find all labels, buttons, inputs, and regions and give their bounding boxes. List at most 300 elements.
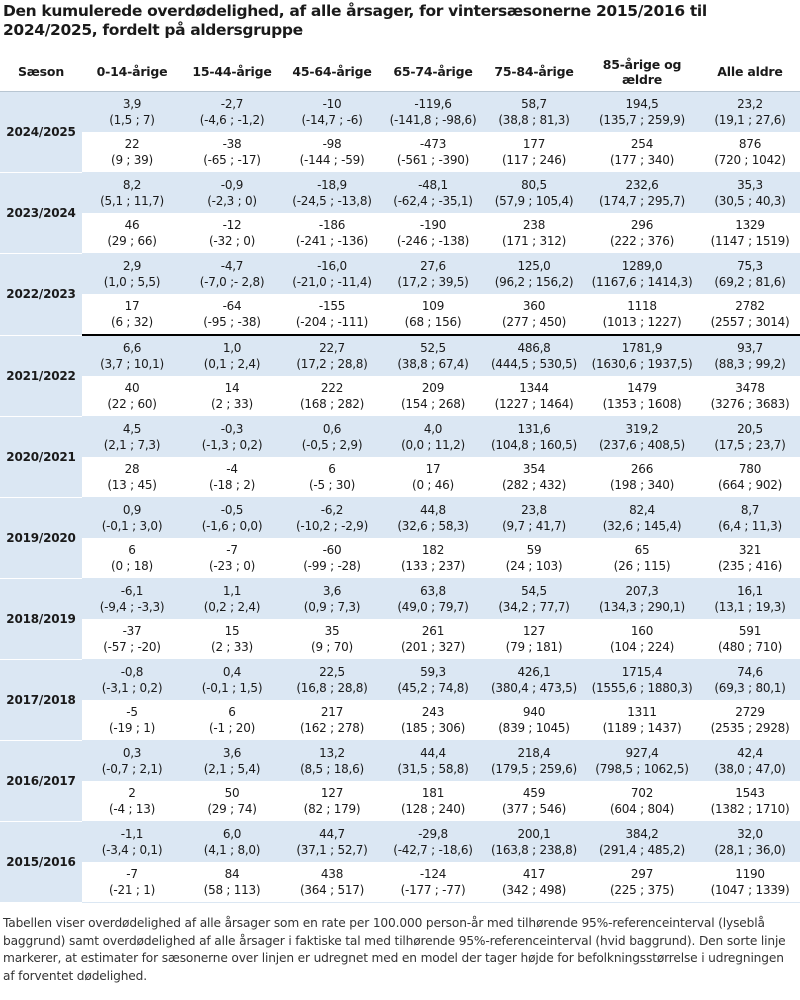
count-estimate: -4 [226, 461, 238, 476]
column-header-75-84: 75-84-årige [484, 52, 584, 92]
rate-estimate: 6,0 [222, 826, 242, 841]
rate-reference-interval: (444,5 ; 530,5) [491, 357, 577, 371]
rate-reference-interval: (1,5 ; 7) [109, 113, 155, 127]
count-estimate: 2729 [735, 704, 765, 719]
count-reference-interval: (-561 ; -390) [396, 153, 470, 167]
table-cell [182, 335, 282, 376]
rate-estimate: 1289,0 [621, 258, 663, 273]
count-estimate: 1479 [627, 380, 657, 395]
rate-estimate: 54,5 [521, 583, 547, 598]
count-reference-interval: (82 ; 179) [303, 802, 361, 816]
column-header-65-74: 65-74-årige [382, 52, 484, 92]
rate-estimate: 35,3 [737, 177, 763, 192]
count-estimate: 360 [522, 298, 546, 313]
table-cell [484, 92, 584, 133]
rate-estimate: -0,3 [220, 421, 244, 436]
rate-reference-interval: (38,8 ; 67,4) [397, 357, 469, 371]
count-estimate: -5 [126, 704, 138, 719]
rate-estimate: 194,5 [625, 96, 659, 111]
rate-reference-interval: (-2,3 ; 0) [207, 194, 257, 208]
rate-estimate: -10 [322, 96, 342, 111]
count-reference-interval: (720 ; 1042) [714, 153, 786, 167]
table-cell [282, 700, 382, 741]
count-reference-interval: (177 ; 340) [609, 153, 675, 167]
count-reference-interval: (3276 ; 3683) [710, 397, 790, 411]
rate-reference-interval: (-10,2 ; -2,9) [296, 519, 368, 533]
table-cell [182, 660, 282, 701]
count-estimate: 217 [320, 704, 344, 719]
table-cell [700, 822, 800, 863]
rate-estimate: -2,7 [220, 96, 244, 111]
table-cell [584, 254, 700, 295]
table-cell [182, 173, 282, 214]
count-estimate: 321 [738, 542, 762, 557]
count-reference-interval: (9 ; 39) [111, 153, 153, 167]
count-estimate: 14 [224, 380, 240, 395]
rate-reference-interval: (28,1 ; 36,0) [714, 843, 786, 857]
rate-estimate: -18,9 [317, 177, 347, 192]
count-estimate: -473 [419, 136, 447, 151]
count-estimate: 1344 [519, 380, 549, 395]
table-cell [700, 294, 800, 335]
table-cell [382, 376, 484, 417]
rate-estimate: 927,4 [625, 745, 659, 760]
table-cell [82, 132, 182, 173]
season-label: 2019/2020 [0, 498, 82, 579]
rate-reference-interval: (1630,6 ; 1937,5) [591, 357, 693, 371]
count-estimate: 59 [526, 542, 542, 557]
rate-estimate: 52,5 [420, 340, 446, 355]
count-reference-interval: (-5 ; 30) [308, 478, 356, 492]
count-reference-interval: (104 ; 224) [609, 640, 675, 654]
rate-reference-interval: (-0,1 ; 1,5) [201, 681, 263, 695]
rate-reference-interval: (88,3 ; 99,2) [714, 357, 786, 371]
table-cell [282, 498, 382, 539]
table-cell [484, 822, 584, 863]
rate-estimate: 13,2 [319, 745, 345, 760]
table-cell [484, 457, 584, 498]
rate-reference-interval: (179,5 ; 259,6) [491, 762, 577, 776]
rate-reference-interval: (0,0 ; 11,2) [401, 438, 465, 452]
table-row-count [0, 538, 800, 579]
table-cell [382, 700, 484, 741]
count-estimate: 127 [320, 785, 344, 800]
table-cell [584, 498, 700, 539]
table-row-rate [0, 741, 800, 782]
table-cell [382, 741, 484, 782]
table-cell [700, 862, 800, 903]
table-cell [182, 741, 282, 782]
table-cell [182, 213, 282, 254]
rate-reference-interval: (134,3 ; 290,1) [599, 600, 685, 614]
count-reference-interval: (480 ; 710) [717, 640, 783, 654]
count-estimate: 780 [738, 461, 762, 476]
count-reference-interval: (-241 ; -136) [295, 234, 369, 248]
rate-estimate: 200,1 [517, 826, 551, 841]
table-cell [700, 254, 800, 295]
rate-estimate: 8,2 [122, 177, 142, 192]
count-reference-interval: (-204 ; -111) [295, 315, 369, 329]
count-reference-interval: (-21 ; 1) [108, 883, 156, 897]
rate-reference-interval: (69,2 ; 81,6) [714, 275, 786, 289]
table-row-rate [0, 92, 800, 133]
table-cell [82, 579, 182, 620]
table-cell [584, 822, 700, 863]
rate-estimate: 23,8 [521, 502, 547, 517]
rate-estimate: 6,6 [122, 340, 142, 355]
table-cell [82, 538, 182, 579]
count-estimate: 243 [421, 704, 445, 719]
rate-reference-interval: (13,1 ; 19,3) [714, 600, 786, 614]
rate-reference-interval: (32,6 ; 145,4) [602, 519, 682, 533]
table-cell [484, 700, 584, 741]
rate-estimate: 22,7 [319, 340, 345, 355]
count-reference-interval: (26 ; 115) [613, 559, 671, 573]
table-cell [382, 660, 484, 701]
rate-reference-interval: (1,0 ; 5,5) [103, 275, 161, 289]
rate-reference-interval: (174,7 ; 295,7) [599, 194, 685, 208]
rate-reference-interval: (-141,8 ; -98,6) [389, 113, 477, 127]
rate-estimate: -1,1 [120, 826, 144, 841]
count-reference-interval: (377 ; 546) [501, 802, 567, 816]
count-estimate: 6 [228, 704, 236, 719]
rate-estimate: -0,5 [220, 502, 244, 517]
rate-estimate: 27,6 [420, 258, 446, 273]
table-cell [700, 92, 800, 133]
count-reference-interval: (1227 ; 1464) [494, 397, 574, 411]
rate-reference-interval: (-21,0 ; -11,4) [292, 275, 372, 289]
footnote: Tabellen viser overdødelighed af alle årsager som en rate per 100.000 person-år med tilhørende 95%-referenceinterval (lyseblå baggrund) samt overdødelighed af alle årsager i faktiske tal med tilhørende 95%-referenceinterval (hvid baggrund). Den sorte linje markerer, at estimater for sæsonerne over linjen er udregnet med en model der tager højde for befolkningsstørrelse i udregningen af forventet dødelighed. [3, 916, 786, 983]
table-row-rate [0, 822, 800, 863]
column-header-15-44: 15-44-årige [182, 52, 282, 92]
rate-reference-interval: (-0,7 ; 2,1) [101, 762, 163, 776]
count-reference-interval: (-246 ; -138) [396, 234, 470, 248]
count-estimate: 6 [128, 542, 136, 557]
rate-reference-interval: (-3,4 ; 0,1) [101, 843, 163, 857]
rate-estimate: 486,8 [517, 340, 551, 355]
count-estimate: -38 [222, 136, 242, 151]
count-estimate: 438 [320, 866, 344, 881]
table-cell [282, 457, 382, 498]
table-cell [82, 254, 182, 295]
count-reference-interval: (171 ; 312) [501, 234, 567, 248]
count-estimate: 17 [124, 298, 140, 313]
rate-estimate: -0,9 [220, 177, 244, 192]
count-estimate: 297 [630, 866, 654, 881]
table-cell [484, 538, 584, 579]
rate-estimate: -119,6 [414, 96, 452, 111]
table-cell [182, 822, 282, 863]
count-reference-interval: (-18 ; 2) [208, 478, 256, 492]
count-estimate: -98 [322, 136, 342, 151]
count-reference-interval: (29 ; 74) [207, 802, 257, 816]
count-reference-interval: (-144 ; -59) [299, 153, 365, 167]
count-reference-interval: (162 ; 278) [299, 721, 365, 735]
rate-reference-interval: (57,9 ; 105,4) [494, 194, 574, 208]
table-cell [584, 781, 700, 822]
count-reference-interval: (1013 ; 1227) [602, 315, 682, 329]
rate-reference-interval: (104,8 ; 160,5) [491, 438, 577, 452]
table-cell [484, 498, 584, 539]
season-label: 2020/2021 [0, 417, 82, 498]
rate-reference-interval: (-1,6 ; 0,0) [201, 519, 263, 533]
rate-estimate: 8,7 [740, 502, 760, 517]
count-reference-interval: (364 ; 517) [299, 883, 365, 897]
table-cell [282, 294, 382, 335]
count-reference-interval: (13 ; 45) [107, 478, 157, 492]
count-reference-interval: (154 ; 268) [400, 397, 466, 411]
count-estimate: 127 [522, 623, 546, 638]
header-row [0, 52, 800, 92]
table-cell [382, 862, 484, 903]
table-cell [82, 498, 182, 539]
rate-estimate: 384,2 [625, 826, 659, 841]
table-cell [382, 538, 484, 579]
rate-estimate: 44,4 [420, 745, 446, 760]
table-cell [382, 457, 484, 498]
count-reference-interval: (-95 ; -38) [203, 315, 261, 329]
table-cell [282, 173, 382, 214]
count-reference-interval: (185 ; 306) [400, 721, 466, 735]
table-row-count [0, 294, 800, 335]
table-cell [382, 417, 484, 458]
rate-estimate: 42,4 [737, 745, 763, 760]
table-row-rate [0, 335, 800, 376]
table-cell [282, 213, 382, 254]
rate-reference-interval: (-1,3 ; 0,2) [201, 438, 263, 452]
count-estimate: -37 [122, 623, 142, 638]
table-cell [584, 132, 700, 173]
rate-estimate: -48,1 [418, 177, 448, 192]
count-estimate: 35 [324, 623, 340, 638]
table-row-count [0, 376, 800, 417]
table-cell [182, 619, 282, 660]
table-cell [282, 376, 382, 417]
rate-estimate: 1715,4 [621, 664, 663, 679]
table-cell [182, 132, 282, 173]
rate-estimate: 4,0 [423, 421, 443, 436]
table-cell [182, 579, 282, 620]
rate-reference-interval: (380,4 ; 473,5) [491, 681, 577, 695]
count-reference-interval: (342 ; 498) [501, 883, 567, 897]
table-cell [182, 457, 282, 498]
table-cell [82, 700, 182, 741]
count-estimate: 160 [630, 623, 654, 638]
rate-estimate: -29,8 [418, 826, 448, 841]
count-estimate: 181 [421, 785, 445, 800]
table-cell [700, 457, 800, 498]
rate-estimate: -4,7 [220, 258, 244, 273]
count-estimate: 261 [421, 623, 445, 638]
table-cell [484, 579, 584, 620]
table-cell [700, 619, 800, 660]
table-cell [182, 498, 282, 539]
table-cell [82, 822, 182, 863]
rate-estimate: 82,4 [629, 502, 655, 517]
rate-reference-interval: (19,1 ; 27,6) [714, 113, 786, 127]
table-cell [700, 741, 800, 782]
season-label: 2016/2017 [0, 741, 82, 822]
count-estimate: 15 [224, 623, 240, 638]
table-cell [382, 335, 484, 376]
table-cell [700, 132, 800, 173]
count-reference-interval: (0 ; 46) [412, 478, 454, 492]
table-cell [584, 92, 700, 133]
count-estimate: 6 [328, 461, 336, 476]
rate-estimate: 23,2 [737, 96, 763, 111]
count-estimate: 1543 [735, 785, 765, 800]
table-row-rate [0, 173, 800, 214]
table-cell [182, 700, 282, 741]
count-reference-interval: (-177 ; -77) [400, 883, 466, 897]
count-estimate: 22 [124, 136, 140, 151]
table-row-count [0, 132, 800, 173]
table-cell [700, 173, 800, 214]
rate-estimate: 93,7 [737, 340, 763, 355]
rate-estimate: -0,8 [120, 664, 144, 679]
rate-reference-interval: (-3,1 ; 0,2) [101, 681, 163, 695]
table-row-count [0, 619, 800, 660]
table-cell [484, 862, 584, 903]
count-estimate: 296 [630, 217, 654, 232]
season-label: 2017/2018 [0, 660, 82, 741]
count-reference-interval: (168 ; 282) [299, 397, 365, 411]
rate-reference-interval: (4,1 ; 8,0) [203, 843, 261, 857]
rate-estimate: 16,1 [737, 583, 763, 598]
rate-estimate: 3,6 [322, 583, 342, 598]
table-body [0, 92, 800, 903]
count-estimate: 50 [224, 785, 240, 800]
rate-estimate: 4,5 [122, 421, 142, 436]
table-cell [282, 660, 382, 701]
rate-reference-interval: (1555,6 ; 1880,3) [591, 681, 693, 695]
rate-estimate: 1781,9 [621, 340, 663, 355]
rate-estimate: 232,6 [625, 177, 659, 192]
table-cell [584, 741, 700, 782]
season-label: 2018/2019 [0, 579, 82, 660]
count-estimate: -190 [419, 217, 447, 232]
rate-reference-interval: (1167,6 ; 1414,3) [591, 275, 693, 289]
table-cell [484, 173, 584, 214]
table-row-count [0, 862, 800, 903]
table-cell [182, 862, 282, 903]
rate-estimate: 319,2 [625, 421, 659, 436]
count-estimate: 177 [522, 136, 546, 151]
rate-reference-interval: (3,7 ; 10,1) [100, 357, 164, 371]
table-row-count [0, 213, 800, 254]
rate-reference-interval: (163,8 ; 238,8) [491, 843, 577, 857]
rate-reference-interval: (32,6 ; 58,3) [397, 519, 469, 533]
count-estimate: 109 [421, 298, 445, 313]
table-cell [584, 213, 700, 254]
count-estimate: 40 [124, 380, 140, 395]
table-cell [700, 579, 800, 620]
table-cell [82, 660, 182, 701]
count-reference-interval: (664 ; 902) [717, 478, 783, 492]
count-reference-interval: (-1 ; 20) [208, 721, 256, 735]
count-reference-interval: (-19 ; 1) [108, 721, 156, 735]
table-cell [484, 132, 584, 173]
table-cell [700, 538, 800, 579]
rate-reference-interval: (5,1 ; 11,7) [100, 194, 164, 208]
rate-estimate: 0,9 [122, 502, 142, 517]
rate-reference-interval: (291,4 ; 485,2) [599, 843, 685, 857]
table-row-rate [0, 254, 800, 295]
table-cell [584, 579, 700, 620]
rate-estimate: 218,4 [517, 745, 551, 760]
rate-reference-interval: (798,5 ; 1062,5) [595, 762, 689, 776]
count-reference-interval: (24 ; 103) [505, 559, 563, 573]
rate-estimate: 0,3 [122, 745, 142, 760]
excess-mortality-table [0, 52, 800, 903]
count-estimate: 209 [421, 380, 445, 395]
table-title: Den kumulerede overdødelighed, af alle årsager, for vintersæsonerne 2015/2016 til 2024/2025, fordelt på aldersgruppe [3, 2, 707, 39]
rate-reference-interval: (96,2 ; 156,2) [494, 275, 574, 289]
table-cell [282, 741, 382, 782]
table-cell [282, 862, 382, 903]
table-cell [584, 376, 700, 417]
count-estimate: 2782 [735, 298, 765, 313]
rate-estimate: 59,3 [420, 664, 446, 679]
table-cell [584, 660, 700, 701]
count-reference-interval: (-57 ; -20) [103, 640, 161, 654]
count-reference-interval: (2557 ; 3014) [710, 315, 790, 329]
rate-reference-interval: (45,2 ; 74,8) [397, 681, 469, 695]
count-estimate: 222 [320, 380, 344, 395]
count-estimate: 1118 [627, 298, 657, 313]
season-label: 2022/2023 [0, 254, 82, 336]
table-cell [382, 822, 484, 863]
table-cell [700, 781, 800, 822]
rate-estimate: 44,8 [420, 502, 446, 517]
table-cell [82, 417, 182, 458]
count-estimate: 46 [124, 217, 140, 232]
table-cell [382, 294, 484, 335]
count-reference-interval: (201 ; 327) [400, 640, 466, 654]
count-reference-interval: (128 ; 240) [400, 802, 466, 816]
rate-reference-interval: (-4,6 ; -1,2) [199, 113, 265, 127]
rate-estimate: 22,5 [319, 664, 345, 679]
count-estimate: 17 [425, 461, 441, 476]
count-estimate: 940 [522, 704, 546, 719]
count-reference-interval: (1353 ; 1608) [602, 397, 682, 411]
count-estimate: 702 [630, 785, 654, 800]
table-cell [282, 538, 382, 579]
table-cell [382, 619, 484, 660]
column-header-45-64: 45-64-årige [282, 52, 382, 92]
count-reference-interval: (58 ; 113) [203, 883, 261, 897]
table-cell [484, 660, 584, 701]
rate-estimate: -6,2 [320, 502, 344, 517]
rate-estimate: 426,1 [517, 664, 551, 679]
rate-reference-interval: (6,4 ; 11,3) [718, 519, 782, 533]
table-cell [182, 417, 282, 458]
table-cell [282, 254, 382, 295]
count-estimate: 591 [738, 623, 762, 638]
rate-reference-interval: (135,7 ; 259,9) [599, 113, 685, 127]
table-row-count [0, 700, 800, 741]
count-reference-interval: (282 ; 432) [501, 478, 567, 492]
rate-estimate: 44,7 [319, 826, 345, 841]
table-cell [700, 213, 800, 254]
table-cell [82, 335, 182, 376]
season-label: 2021/2022 [0, 335, 82, 417]
rate-estimate: 125,0 [517, 258, 551, 273]
count-reference-interval: (68 ; 156) [404, 315, 462, 329]
count-estimate: 65 [634, 542, 650, 557]
table-cell [484, 619, 584, 660]
season-label: 2015/2016 [0, 822, 82, 903]
